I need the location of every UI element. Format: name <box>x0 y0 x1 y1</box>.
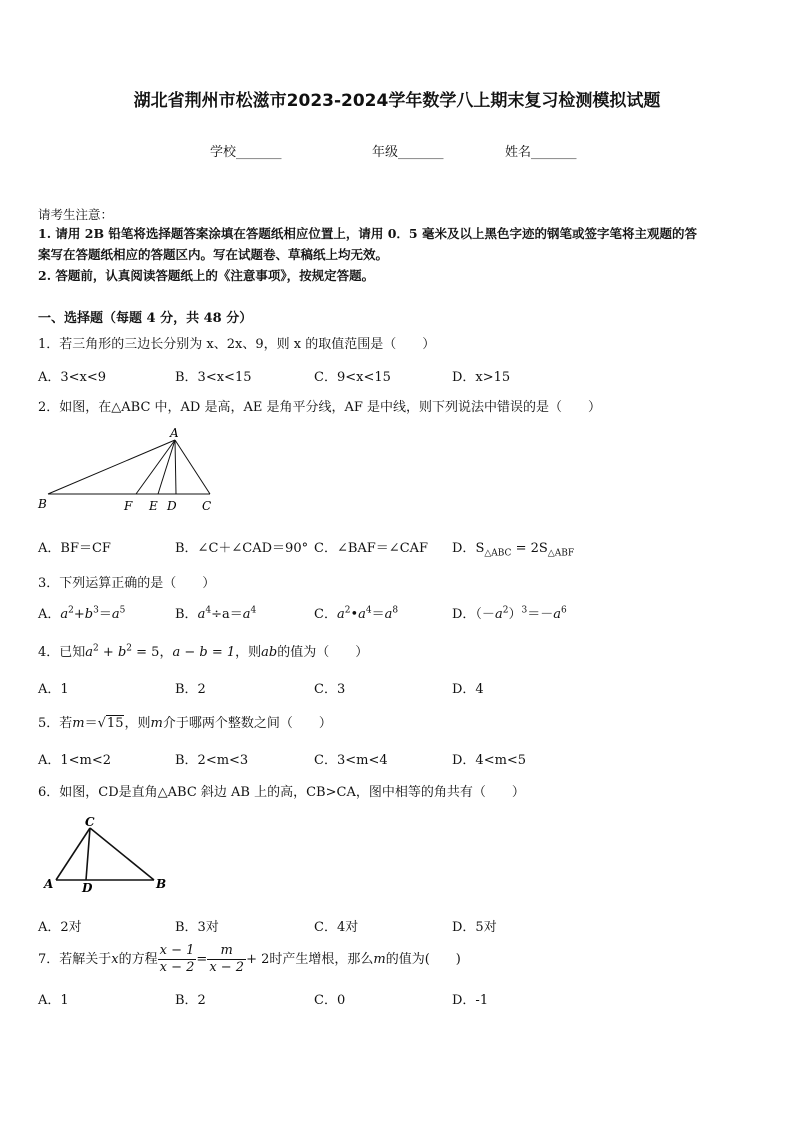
question-5-stem <box>38 712 332 731</box>
q2-label-f: F <box>124 499 133 513</box>
q6-option-c: C．4对 <box>314 920 359 935</box>
q6-option-b: B．3对 <box>175 920 219 935</box>
notice-item-1-line-1: 1. 请用 2B 铅笔将选择题答案涂填在答题纸相应位置上，请用 0．5 毫米及以上黑色字迹的钢笔或签字笔将主观题的答 <box>38 226 697 241</box>
q1-option-c: C．9<x<15 <box>314 370 391 385</box>
q7-var: x <box>111 952 119 967</box>
q7-fraction-2 <box>207 943 246 976</box>
q7-suffix: 的值为( ) <box>385 952 461 967</box>
q3-c-exp3: 8 <box>392 605 399 616</box>
q1-option-b: B．3<x<15 <box>175 370 252 385</box>
question-2-stem: 2．如图，在△ABC 中，AD 是高，AE 是角平分线，AF 是中线，则下列说法中错误的是（ ） <box>38 400 602 415</box>
q3-c-base1: a <box>336 607 345 622</box>
grade-field: 年级_______ <box>372 145 444 160</box>
q3-a-prefix: A． <box>38 607 61 622</box>
q7-mid: 的方程 <box>118 952 158 967</box>
q2-d-sub1: △ABC <box>484 548 512 559</box>
q2-label-c: C <box>202 499 212 513</box>
q2-d-prefix: D． <box>452 541 476 556</box>
q3-option-b <box>175 603 256 622</box>
q2-label-a: A <box>170 426 179 440</box>
name-field: 姓名_______ <box>505 145 577 160</box>
q3-option-d <box>452 603 567 622</box>
q4-option-a: A．1 <box>38 682 69 697</box>
question-1-stem: 1．若三角形的三边长分别为 x、2x、9，则 x 的取值范围是（ ） <box>38 337 436 352</box>
q1-option-a: A．3<x<9 <box>38 370 107 385</box>
q5-radicand: 15 <box>106 716 124 731</box>
q4-suffix: 的值为（ ） <box>277 645 369 660</box>
q3-a-base3: a <box>111 607 120 622</box>
q3-b-exp1: 4 <box>205 605 212 616</box>
q5-suffix: 介于哪两个整数之间（ ） <box>162 716 332 731</box>
q3-d-close: ） <box>508 607 522 622</box>
q6-label-c: C <box>85 815 95 829</box>
notice-item-2: 2. 答题前，认真阅读答题纸上的《注意事项》，按规定答题。 <box>38 268 375 283</box>
q2-option-d <box>452 537 574 559</box>
q2-d-s1: S <box>475 541 485 556</box>
q4-mid: ，则 <box>235 645 262 660</box>
q7-frac1-num: x − 1 <box>159 943 195 958</box>
q4-var: ab <box>261 645 278 660</box>
q3-a-eq: ＝ <box>98 607 112 622</box>
q4-eq1-val: = 5 <box>132 645 160 660</box>
q4-eq1-base1: a <box>85 645 94 660</box>
q4-option-c: C．3 <box>314 682 346 697</box>
q6-label-d: D <box>82 881 93 895</box>
q3-b-base1: a <box>197 607 206 622</box>
q7-fraction-1 <box>158 943 197 976</box>
section-heading: 一、选择题（每题 4 分，共 48 分） <box>38 311 253 326</box>
q3-d-base1: a <box>494 607 503 622</box>
q2-label-b: B <box>38 497 47 511</box>
q5-root-sign: √ <box>97 716 106 731</box>
q4-eq2: a − b = 1 <box>172 645 236 660</box>
notice-heading: 请考生注意： <box>38 207 114 222</box>
q2-side-ac <box>175 440 210 494</box>
q4-option-d: D．4 <box>452 682 484 697</box>
q7-option-b: B．2 <box>175 993 206 1008</box>
question-3-stem: 3．下列运算正确的是（ ） <box>38 576 216 591</box>
q3-d-eq: ＝－ <box>527 607 554 622</box>
q7-mid2: 时产生增根，那么 <box>269 952 374 967</box>
q3-b-div: ÷a＝ <box>211 607 243 622</box>
q6-label-b: B <box>156 877 167 891</box>
q7-prefix: 7．若解关于 <box>38 952 112 967</box>
q2-option-a: A．BF＝CF <box>38 541 111 556</box>
q3-option-a <box>38 603 125 622</box>
q7-var2: m <box>373 952 386 967</box>
q3-c-dot: • <box>350 607 359 622</box>
q3-d-exp3: 6 <box>560 605 567 616</box>
q6-side-ac <box>56 828 90 880</box>
q5-eq: ＝ <box>84 716 98 731</box>
q3-c-prefix: C． <box>314 607 337 622</box>
school-field: 学校_______ <box>210 145 282 160</box>
q3-c-exp2: 4 <box>365 605 372 616</box>
page-title: 湖北省荆州市松滋市2023-2024学年数学八上期末复习检测模拟试题 <box>133 91 661 111</box>
q3-a-exp2: 3 <box>93 605 99 616</box>
q7-option-c: C．0 <box>314 993 346 1008</box>
q3-d-exp1: 2 <box>502 605 509 616</box>
q7-option-d: D．-1 <box>452 993 489 1008</box>
question-4-stem <box>38 641 368 660</box>
q4-sep: ， <box>159 645 173 660</box>
q2-label-d: D <box>167 499 177 513</box>
q3-a-exp3: 5 <box>119 605 126 616</box>
question-7-stem <box>38 943 461 976</box>
q6-option-a: A．2对 <box>38 920 82 935</box>
q2-option-c: C．∠BAF＝∠CAF <box>314 541 429 556</box>
q6-altitude-cd <box>86 828 90 880</box>
q2-bisector-ae <box>158 440 175 494</box>
q5-option-a: A．1<m<2 <box>38 753 112 768</box>
q1-option-d: D．x>15 <box>452 370 511 385</box>
q7-eq: = <box>196 952 208 967</box>
q3-b-base2: a <box>242 607 251 622</box>
q3-a-base2: b <box>84 607 94 622</box>
q4-eq1-plus: + <box>98 645 118 660</box>
q2-option-b: B．∠C＋∠CAD＝90° <box>175 541 309 556</box>
notice-item-1-line-2: 案写在答题纸相应的答题区内。写在试题卷、草稿纸上均无效。 <box>38 247 389 262</box>
q7-plus2: + 2 <box>246 952 270 967</box>
q4-prefix: 4．已知 <box>38 645 86 660</box>
q2-altitude-ad <box>175 440 176 494</box>
q4-eq1-base2: b <box>117 645 127 660</box>
q3-d-base2: a <box>553 607 561 622</box>
q3-a-exp1: 2 <box>68 605 74 616</box>
q6-label-a: A <box>44 877 54 891</box>
q4-option-b: B．2 <box>175 682 206 697</box>
q3-d-exp2: 3 <box>521 605 528 616</box>
question-6-stem: 6．如图，CD是直角△ABC 斜边 AB 上的高，CB>CA，图中相等的角共有（ ） <box>38 785 525 800</box>
q6-option-d: D．5对 <box>452 920 497 935</box>
q5-var: m <box>72 716 85 731</box>
q6-side-cb <box>90 828 154 880</box>
q3-a-plus: + <box>73 607 85 622</box>
q3-c-base2: a <box>358 607 366 622</box>
q4-eq1-exp2: 2 <box>126 643 133 654</box>
q3-d-prefix: D．（－ <box>452 607 495 622</box>
q5-option-c: C．3<m<4 <box>314 753 388 768</box>
q3-b-prefix: B． <box>175 607 198 622</box>
q5-prefix: 5．若 <box>38 716 73 731</box>
q5-mid: ，则 <box>124 716 151 731</box>
q5-option-b: B．2<m<3 <box>175 753 249 768</box>
q6-triangle-figure <box>36 812 176 898</box>
q3-c-exp1: 2 <box>344 605 351 616</box>
q2-d-mid: = 2S <box>511 541 548 556</box>
q4-eq1-exp1: 2 <box>93 643 99 654</box>
q3-option-c <box>314 603 398 622</box>
q3-a-base1: a <box>60 607 69 622</box>
q2-d-sub2: △ABF <box>547 548 575 559</box>
q7-option-a: A．1 <box>38 993 69 1008</box>
q2-triangle-figure <box>30 424 230 516</box>
q7-frac2-den: x − 2 <box>209 960 245 975</box>
q3-b-exp2: 4 <box>250 605 257 616</box>
q3-c-base3: a <box>384 607 393 622</box>
q3-c-eq: ＝ <box>371 607 385 622</box>
q2-label-e: E <box>149 499 158 513</box>
q7-frac1-den: x − 2 <box>159 960 195 975</box>
q7-frac2-num: m <box>207 943 246 960</box>
q5-var2: m <box>150 716 163 731</box>
q5-option-d: D．4<m<5 <box>452 753 527 768</box>
